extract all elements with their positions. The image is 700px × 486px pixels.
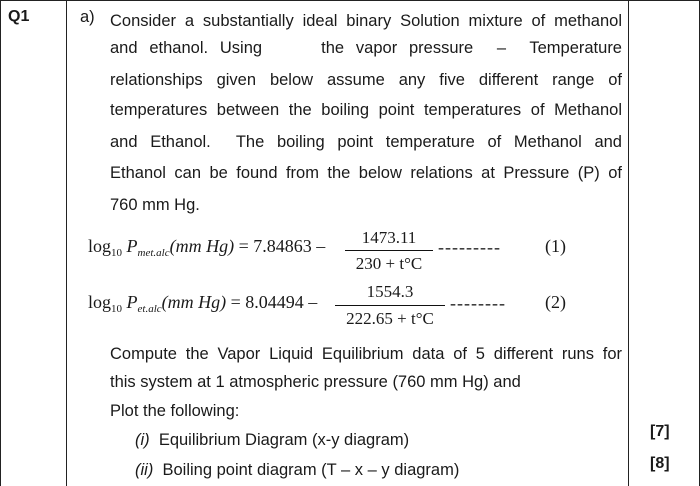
part-label: a) xyxy=(80,8,95,26)
intro-line-6: Ethanol can be found from the below relations at Pressure (P) of xyxy=(110,164,622,182)
intro-line-1: Consider a substantially ideal binary Solution mixture of methanol xyxy=(110,12,622,30)
equation-1-number: (1) xyxy=(545,236,566,256)
question-number: Q1 xyxy=(8,8,30,25)
equation-1-lhs: $\log_{10} P_{met.alc}(mm$ Hg) = 7.84863 – xyxy=(88,236,326,259)
equation-2-numerator: 1554.3 xyxy=(366,282,414,301)
intro-line-2: and ethanol. Using the vapor pressure – Temperature xyxy=(110,39,622,57)
equation-1-denominator: 230 + t°C xyxy=(355,254,423,273)
equation-2-dashes: -------- xyxy=(450,293,506,313)
intro-line-5: and Ethanol. The boiling point temperature of Methanol and xyxy=(110,133,622,151)
equation-1-dashes: --------- xyxy=(438,237,501,257)
intro-line-3: relationships given below assume any five different range of xyxy=(110,71,622,89)
equation-1-fraction-bar xyxy=(345,250,433,251)
equation-2-number: (2) xyxy=(545,292,566,312)
subpart-ii: (ii) Boiling point diagram (T – x – y diagram) xyxy=(135,461,460,479)
column-divider-2 xyxy=(628,0,629,486)
intro-line-4: temperatures between the boiling point temperatures of Methanol xyxy=(110,101,622,119)
compute-line-2: this system at 1 atmospheric pressure (760 mm Hg) and xyxy=(110,373,521,391)
table-left-border xyxy=(0,0,1,486)
compute-line-3: Plot the following: xyxy=(110,402,240,420)
equation-2-lhs: $\log_{10} P_{et.alc}(mm$ Hg) = 8.04494 – xyxy=(88,292,318,315)
compute-line-1: Compute the Vapor Liquid Equilibrium data of 5 different runs for xyxy=(110,345,622,363)
marks-i: [7] xyxy=(650,423,670,440)
column-divider-1 xyxy=(66,0,67,486)
subpart-i: (i) Equilibrium Diagram (x-y diagram) xyxy=(135,431,410,449)
marks-ii: [8] xyxy=(650,455,670,472)
equation-2-fraction-bar xyxy=(335,305,445,306)
table-top-border xyxy=(0,0,700,1)
equation-1-numerator: 1473.11 xyxy=(361,228,417,247)
equation-2-denominator: 222.65 + t°C xyxy=(346,309,434,328)
intro-line-7: 760 mm Hg. xyxy=(110,196,200,214)
